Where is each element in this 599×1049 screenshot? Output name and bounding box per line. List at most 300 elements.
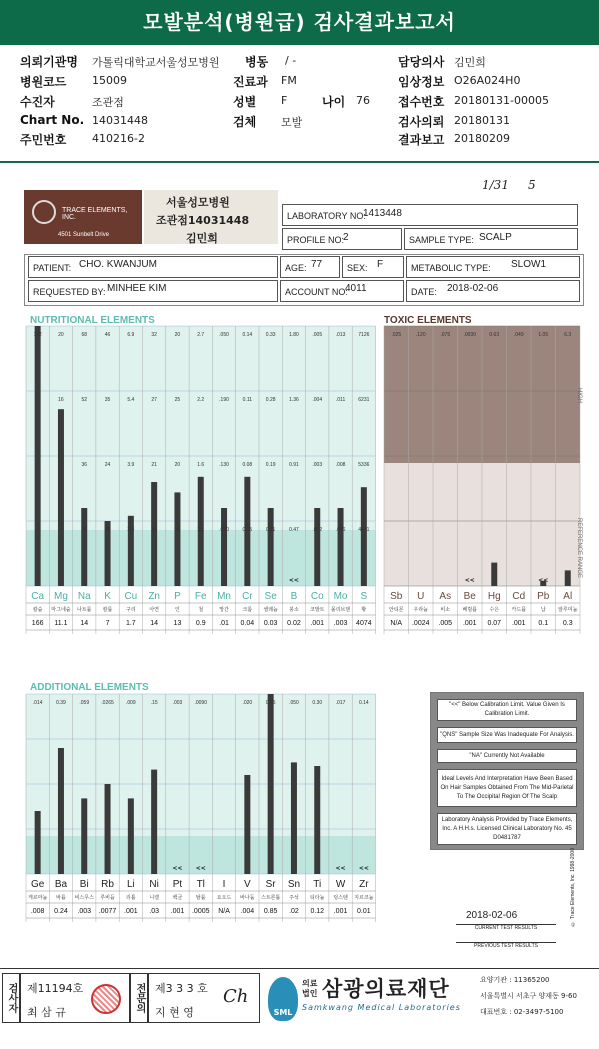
legend-item: Ideal Levels And Interpretation Have Been Based On Hair Samples Obtained From The Mid-Parietal To The Occipital Region Of The Scalp	[437, 769, 577, 807]
examiner-license: 제11194호	[27, 982, 84, 995]
element-symbol: Ba	[54, 879, 68, 890]
element-symbol: I	[222, 879, 226, 890]
scale-label: 16	[151, 527, 157, 533]
element-value: 0.12	[310, 908, 325, 915]
age: 77	[311, 259, 323, 270]
scale-label: 6.3	[564, 332, 572, 338]
element-value: 0.1	[538, 620, 549, 627]
info-key: 수진자	[20, 95, 55, 109]
scale-label: 1.36	[289, 397, 299, 403]
element-value: .0005	[191, 908, 210, 915]
element-symbol: Mn	[217, 591, 232, 602]
label: PROFILE NO:	[287, 235, 345, 245]
legend-item: "QNS" Sample Size Was Inadequate For Analysis.	[437, 727, 577, 743]
element-symbol: S	[360, 591, 368, 602]
info-key: 접수번호	[398, 95, 445, 109]
element-value: 11.1	[54, 620, 68, 627]
info-value: 76	[356, 94, 370, 107]
info-key: 나이	[322, 95, 346, 109]
scale-label: .059	[79, 700, 90, 706]
info-key: 검체	[233, 115, 257, 129]
element-value: 0.02	[287, 620, 301, 627]
element-bar	[58, 748, 64, 874]
stamp-line: 조관점14031448	[156, 214, 250, 227]
element-bar	[312, 508, 323, 586]
element-symbol: Bi	[79, 879, 89, 890]
element-korean: 주석	[289, 895, 299, 901]
info-key: 의뢰기관명	[20, 55, 78, 69]
scale-label: .0030	[463, 332, 477, 338]
scale-label: .003	[312, 462, 323, 468]
scale-label: 13	[104, 527, 111, 533]
label: LABORATORY NO:	[287, 211, 366, 221]
element-value: 7	[105, 620, 110, 627]
scale-label: 5336	[358, 462, 370, 468]
scale-label: 16	[58, 397, 64, 403]
scale-label: 1.6	[197, 462, 205, 468]
report-date: 2018-02-06	[447, 283, 499, 294]
element-value: 0.01	[357, 908, 371, 915]
element-symbol: Cu	[124, 591, 138, 602]
element-value: .001	[511, 620, 526, 627]
scale-label: .049	[513, 332, 524, 338]
element-korean: 수은	[489, 607, 500, 613]
scale-label: 6.9	[127, 332, 135, 338]
element-bar	[58, 409, 64, 586]
element-korean: 마그네슘	[51, 607, 71, 613]
info-value: F	[281, 94, 288, 107]
element-symbol: Sb	[390, 591, 403, 602]
info-key: 병동	[245, 55, 269, 69]
element-value: 14	[150, 620, 159, 627]
footer	[0, 968, 599, 1026]
current-label: CURRENT TEST RESULTS	[456, 924, 556, 931]
below-limit-mark: <<	[172, 865, 183, 872]
element-korean: 게르마늄	[27, 895, 48, 901]
element-symbol: Cr	[242, 591, 253, 602]
scale-label: 0.05	[242, 527, 253, 533]
element-value: 13	[173, 620, 182, 627]
scale-label: .070	[219, 527, 229, 533]
element-symbol: Co	[310, 591, 324, 602]
element-bar	[151, 482, 157, 586]
element-value: .02	[289, 908, 299, 915]
scale-label: 1.80	[289, 332, 299, 338]
element-korean: 아연	[149, 607, 159, 613]
element-bar	[244, 775, 250, 874]
element-bar	[128, 798, 134, 874]
sml-logo-icon: SML	[268, 977, 298, 1021]
scale-label: .011	[335, 397, 346, 403]
element-value: .0077	[98, 908, 117, 915]
info-key: 결과보고	[398, 133, 445, 147]
scale-label: 7126	[358, 332, 370, 338]
below-limit-mark: <<	[538, 577, 549, 584]
nutritional-title: NUTRITIONAL ELEMENTS	[30, 315, 155, 326]
scale-label: 20	[58, 332, 64, 338]
label: ACCOUNT NO:	[285, 287, 348, 297]
patient-info-panel	[0, 45, 599, 163]
element-korean: 칼륨	[102, 607, 113, 613]
element-korean: 인	[175, 607, 180, 613]
element-symbol: V	[244, 879, 251, 890]
element-symbol: Zr	[359, 879, 369, 890]
info-value: FM	[281, 74, 297, 87]
scale-label: 0.19	[265, 462, 276, 468]
scale-label: 52	[81, 397, 88, 403]
element-bar	[81, 508, 87, 586]
element-korean: 텅스텐	[333, 895, 348, 901]
element-korean: 베릴륨	[462, 607, 477, 613]
scale-label: 20	[81, 527, 88, 533]
label: DATE:	[411, 287, 437, 297]
scale-label: .004	[312, 397, 323, 403]
element-bar	[291, 762, 297, 874]
element-bar	[565, 570, 571, 586]
below-limit-mark: <<	[464, 577, 475, 584]
scale-label: 1.1	[197, 527, 205, 533]
element-symbol: Se	[264, 591, 277, 602]
element-symbol: Al	[563, 591, 573, 602]
element-symbol: Zn	[148, 591, 160, 602]
previous-label: PREVIOUS TEST RESULTS	[456, 942, 556, 949]
element-symbol: Cd	[512, 591, 526, 602]
element-korean: 우라늄	[413, 607, 428, 613]
info-key: 검사의뢰	[398, 115, 445, 129]
element-bar	[174, 492, 180, 586]
element-symbol: As	[439, 591, 452, 602]
element-value: .001	[333, 908, 348, 915]
element-korean: 바륨	[56, 895, 66, 901]
signature: Ch	[223, 986, 249, 1007]
element-symbol: Fe	[194, 591, 207, 602]
element-symbol: B	[290, 591, 298, 602]
label: METABOLIC TYPE:	[411, 263, 491, 273]
element-value: .001	[170, 908, 185, 915]
current-date: 2018-02-06	[466, 910, 518, 921]
element-symbol: P	[174, 591, 181, 602]
element-bar	[361, 487, 367, 586]
lab-name: TRACE ELEMENTS, INC.	[62, 207, 128, 221]
element-value: .003	[77, 908, 92, 915]
element-bar	[105, 784, 111, 874]
specialist-box	[148, 973, 260, 1023]
scale-label: 0.75	[265, 700, 276, 706]
element-symbol: Ca	[31, 591, 45, 602]
element-bar	[265, 694, 276, 874]
handwritten-date: 1/31	[482, 178, 509, 192]
lab-address: 4501 Sunbelt Drive	[58, 232, 110, 238]
scale-label: .006	[335, 527, 346, 533]
element-korean: 니켈	[149, 895, 159, 901]
scale-label: 6231	[358, 397, 370, 403]
scale-label: .120	[415, 332, 426, 338]
scale-label: 0.30	[312, 700, 323, 706]
element-korean: 황	[361, 607, 367, 613]
element-korean: 루비듐	[100, 895, 115, 901]
scale-label: 112	[33, 332, 42, 338]
scale-label: .009	[125, 700, 136, 706]
scale-label: 0.08	[242, 462, 253, 468]
element-korean: 코발트	[310, 607, 325, 613]
element-korean: 카드뮴	[511, 607, 526, 613]
scale-label: 0.11	[265, 527, 276, 533]
scale-label: .075	[440, 332, 451, 338]
element-value: 14	[80, 620, 89, 627]
element-value: .001	[124, 908, 138, 915]
scale-label: .190	[219, 397, 229, 403]
element-symbol: Tl	[196, 879, 205, 890]
element-symbol: Pt	[172, 879, 183, 890]
element-value: .004	[240, 908, 255, 915]
element-korean: 비스무스	[74, 895, 94, 901]
info-key: 진료과	[233, 75, 268, 89]
scale-label: .130	[219, 462, 229, 468]
info-key: 담당의사	[398, 55, 445, 69]
copyright: © Trace Elements, Inc. 1998-2000	[570, 848, 576, 927]
element-symbol: Mo	[333, 591, 348, 602]
element-korean: 붕소	[289, 607, 299, 613]
element-symbol: Li	[126, 879, 135, 890]
element-value: .03	[149, 908, 160, 915]
label: PATIENT:	[33, 263, 72, 273]
scale-label: .008	[335, 462, 346, 468]
scale-label: 0.28	[265, 397, 276, 403]
element-symbol: Hg	[487, 591, 501, 602]
legend-item: "NA" Currently Not Available	[437, 749, 577, 763]
element-value: 0.3	[562, 620, 573, 627]
scale-label: 16	[174, 527, 181, 533]
below-limit-mark: <<	[335, 865, 346, 872]
scale-label: 21	[151, 462, 157, 468]
element-korean: 구리	[126, 607, 136, 613]
scale-label: 0.39	[56, 700, 66, 706]
below-limit-mark: <<	[288, 577, 299, 584]
metabolic-type: SLOW1	[511, 259, 547, 270]
element-korean: 바나듐	[240, 895, 255, 901]
scale-label: .0265	[101, 700, 114, 706]
element-korean: 몰리브덴	[330, 607, 351, 613]
element-value: 166	[31, 620, 44, 627]
element-value: 1.7	[125, 620, 136, 627]
element-value: 0.07	[487, 620, 502, 627]
scale-label: 4441	[358, 527, 370, 533]
scale-label: 24	[104, 462, 111, 468]
scale-label: .0090	[194, 700, 208, 706]
element-bar	[221, 508, 227, 586]
element-korean: 알루미늄	[558, 607, 578, 613]
info-value: O26A024H0	[454, 74, 521, 87]
element-bar	[335, 508, 346, 586]
element-value: 0.04	[240, 620, 255, 627]
lab-report-scan	[22, 168, 588, 958]
element-value: .0024	[411, 620, 430, 627]
legend-item: "<<" Below Calibration Limit. Value Given Is Calibration Limit.	[437, 699, 577, 721]
scale-label: .013	[335, 332, 346, 338]
lab-no: 1413448	[363, 208, 402, 219]
info-value: 15009	[92, 74, 127, 87]
profile-no: 2	[343, 232, 349, 243]
element-value: .001	[310, 620, 325, 627]
element-value: .001	[462, 620, 477, 627]
element-korean: 리튬	[126, 895, 136, 901]
scale-label: 0.47	[289, 527, 299, 533]
org-code: 요양기관 : 11365200	[480, 976, 550, 984]
reference-range-label: REFERENCE RANGE	[576, 518, 582, 579]
scale-label: .15	[150, 700, 158, 706]
info-key: 임상정보	[398, 75, 445, 89]
element-bar	[151, 770, 157, 874]
element-korean: 철	[198, 607, 204, 613]
scale-label: 36	[81, 462, 88, 468]
org-name: 삼광의료재단	[322, 977, 450, 1001]
element-symbol: Na	[77, 591, 91, 602]
scale-label: 27	[151, 397, 157, 403]
scale-label: .003	[172, 700, 183, 706]
element-korean: 스트론튬	[260, 895, 281, 901]
info-key: 주민번호	[20, 133, 67, 147]
info-value: 20180131	[454, 114, 510, 127]
report-title: 모발분석(병원급) 검사결과보고서	[0, 0, 599, 45]
label: REQUESTED BY:	[33, 287, 106, 297]
scale-label: .014	[32, 700, 43, 706]
account-no: 4011	[345, 283, 367, 294]
org-phone: 대표번호 : 02-3497-5100	[480, 1008, 564, 1016]
below-limit-mark: <<	[358, 865, 369, 872]
info-key: 성별	[233, 95, 257, 109]
element-value: N/A	[218, 908, 230, 915]
element-korean: 비소	[440, 607, 451, 613]
specialist-license: 제3 3 3 호	[155, 982, 208, 995]
element-symbol: U	[417, 591, 425, 602]
scale-label: .017	[335, 700, 346, 706]
element-korean: 망간	[219, 607, 229, 613]
info-value: 김민희	[454, 56, 486, 69]
element-korean: 탈륨	[195, 895, 206, 901]
element-symbol: Rb	[101, 879, 114, 890]
scale-label: 0.14	[358, 700, 369, 706]
element-korean: 셀레늄	[263, 607, 278, 613]
seal-icon	[91, 984, 121, 1014]
info-value: 조관점	[92, 96, 124, 109]
element-korean: 나트륨	[77, 607, 92, 613]
element-bar	[35, 811, 41, 874]
element-korean: 칼슘	[32, 607, 43, 613]
requested-by: MINHEE KIM	[107, 283, 167, 294]
scale-label: 0.63	[489, 332, 500, 338]
element-korean: 납	[540, 607, 546, 613]
element-bar	[35, 326, 41, 586]
handwritten-number: 5	[528, 178, 536, 192]
below-limit-mark: <<	[195, 865, 206, 872]
info-value: 모발	[281, 116, 303, 129]
element-korean: 크롬	[242, 607, 253, 613]
info-key: Chart No.	[20, 113, 85, 127]
label: AGE:	[285, 263, 307, 273]
element-symbol: Ge	[30, 879, 45, 890]
legend-panel	[430, 692, 584, 850]
element-symbol: Sn	[287, 879, 301, 890]
scale-label: 3.9	[127, 462, 135, 468]
element-korean: 티타늄	[310, 895, 325, 901]
examiner-name: 최 삼 규	[27, 1006, 66, 1019]
element-value: N/A	[390, 620, 403, 627]
examiner-label: 검사자	[2, 973, 20, 1023]
scale-label: .050	[219, 332, 229, 338]
additional-title: ADDITIONAL ELEMENTS	[30, 682, 149, 693]
element-value: 4074	[356, 620, 372, 627]
info-key: 병원코드	[20, 75, 67, 89]
scale-label: 68	[81, 332, 88, 338]
scale-label: .050	[289, 700, 299, 706]
stamp-line: 김민희	[186, 232, 218, 245]
toxic-title: TOXIC ELEMENTS	[384, 315, 472, 326]
element-bar	[314, 766, 320, 874]
label: SAMPLE TYPE:	[409, 235, 474, 245]
element-bar	[491, 563, 497, 586]
element-value: 0.9	[195, 620, 206, 627]
element-korean: 요오드	[216, 895, 232, 901]
element-value: .008	[30, 908, 45, 915]
org-address: 서울특별시 서초구 양재동 9-60	[480, 992, 577, 1000]
label: SEX:	[347, 263, 368, 273]
element-symbol: Be	[463, 591, 476, 602]
element-korean: 지르코늄	[354, 895, 374, 901]
element-symbol: Mg	[53, 591, 68, 602]
element-symbol: Sr	[265, 879, 276, 890]
element-symbol: Pb	[537, 591, 550, 602]
element-symbol: W	[335, 879, 346, 890]
element-value: 0.24	[54, 908, 68, 915]
scale-label: 0.11	[242, 397, 253, 403]
element-korean: 백금	[172, 895, 183, 901]
scale-label: 1.05	[538, 332, 549, 338]
element-value: .003	[333, 620, 348, 627]
scale-label: 0.91	[289, 462, 299, 468]
scale-label: 20	[174, 332, 181, 338]
info-value: 20180209	[454, 132, 510, 145]
scale-label: .002	[312, 527, 323, 533]
scale-label: .025	[391, 332, 402, 338]
element-value: 0.03	[263, 620, 278, 627]
legend-item: Laboratory Analysis Provided by Trace Elements, Inc. A H.H.s. Licensed Clinical Laboratory No. 45 D0481787	[437, 813, 577, 845]
scale-label: 5.4	[127, 397, 135, 403]
scale-label: 2.2	[197, 397, 205, 403]
stamp-line: 서울성모병원	[166, 196, 230, 209]
info-value: 14031448	[92, 114, 148, 127]
info-value: / -	[285, 54, 297, 67]
scale-label: 46	[104, 332, 111, 338]
org-prefix: 의료법인	[302, 979, 318, 998]
scale-label: 25	[174, 397, 181, 403]
org-english: Samkwang Medical Laboratories	[302, 1003, 461, 1012]
scale-label: .020	[242, 700, 253, 706]
scale-label: .005	[312, 332, 323, 338]
patient-name: CHO. KWANJUM	[79, 259, 157, 270]
scale-label: 32	[151, 332, 157, 338]
element-korean: 안티몬	[389, 607, 404, 613]
element-symbol: K	[104, 591, 111, 602]
scale-label: 2.7	[197, 332, 205, 338]
scale-label: 0.14	[242, 332, 253, 338]
element-symbol: Ni	[149, 879, 159, 890]
scale-label: 35	[104, 397, 111, 403]
element-symbol: Ti	[313, 879, 322, 890]
element-bar	[81, 798, 87, 874]
scale-label: 20	[174, 462, 181, 468]
element-bar	[265, 508, 276, 586]
sex: F	[377, 259, 384, 270]
